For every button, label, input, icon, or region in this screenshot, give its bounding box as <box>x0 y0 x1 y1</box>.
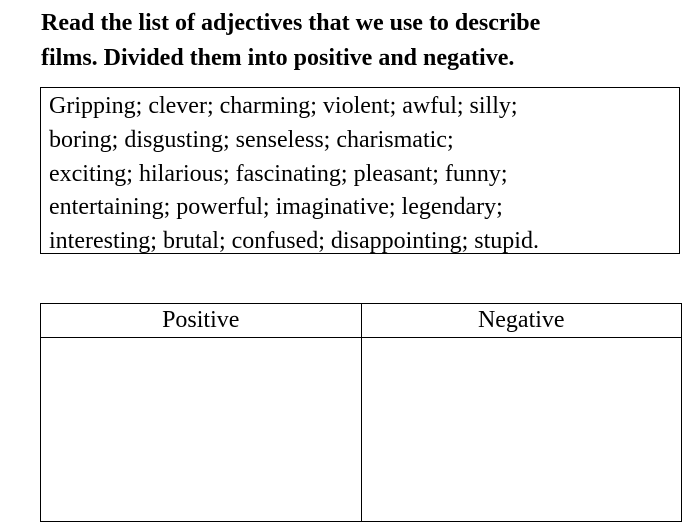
table-answer-row <box>41 338 682 522</box>
adjective-list-box <box>40 87 680 254</box>
instruction-line-2: films. Divided them into positive and negative. <box>41 45 515 71</box>
positive-answer-cell[interactable] <box>41 338 362 522</box>
instruction-line-1: Read the list of adjectives that we use to describe <box>41 10 541 36</box>
adjective-list-line-2: boring; disgusting; senseless; charismatic; <box>49 126 454 153</box>
negative-column-header: Negative <box>361 304 682 338</box>
positive-column-header: Positive <box>41 304 362 338</box>
negative-answer-cell[interactable] <box>361 338 682 522</box>
positive-negative-table <box>40 303 682 522</box>
adjective-list-line-3: exciting; hilarious; fascinating; pleasant; funny; <box>49 160 508 187</box>
adjective-list-line-1: Gripping; clever; charming; violent; awful; silly; <box>49 93 518 119</box>
adjective-list-line-5: interesting; brutal; confused; disappointing; stupid. <box>49 228 539 255</box>
instruction-heading <box>41 6 681 76</box>
adjective-list-line-4: entertaining; powerful; imaginative; legendary; <box>49 194 503 221</box>
table-header-row <box>41 304 682 338</box>
